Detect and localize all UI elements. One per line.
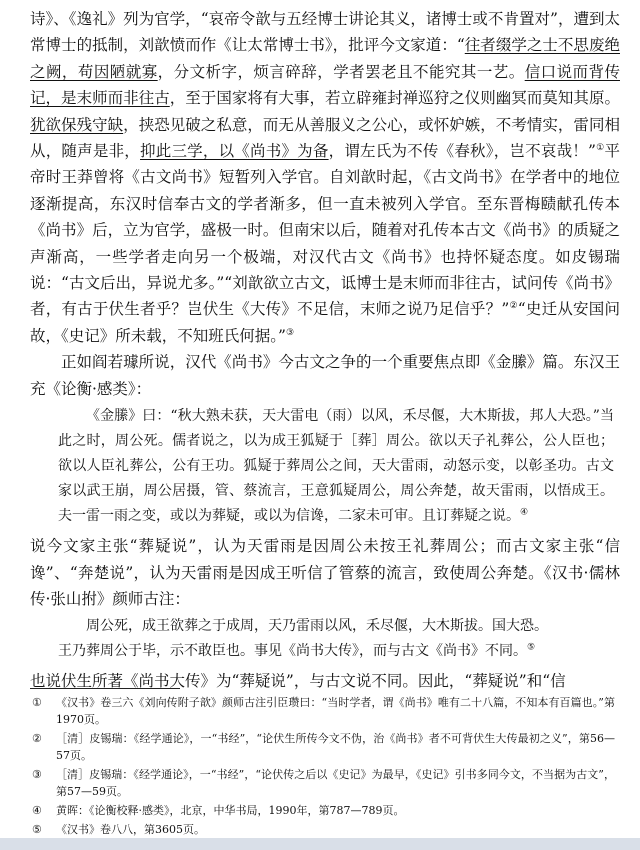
bottom-strip (0, 838, 640, 850)
document-body (30, 6, 620, 695)
footnote-ref-4[interactable]: ④ (520, 507, 529, 518)
footnote-ref-3[interactable]: ③ (285, 327, 295, 338)
footnote-2: ② ［清］皮锡瑞：《经学通论》，一“书经”，“论伏生所传今文不伪，治《尚书》者不可背伏生大传最初之义”，第56—57页。 (32, 732, 615, 762)
footnote-ref-1[interactable]: ① (595, 142, 605, 153)
footnote-4: ④ 黄晖：《论衡校释·感类》，北京，中华书局，1990年，第787—789页。 (32, 804, 405, 817)
underlined-quote-3: 犹欲保残守缺 (30, 115, 124, 134)
underlined-quote-4: 抑此三学，以《尚书》为备 (140, 142, 329, 161)
block-quote-yan-shigu: 周公死，成王欲葬之于成周，天乃雷雨以风，禾尽偃，大木斯拔。国大恐。 (86, 618, 548, 635)
paragraph-2: 正如阎若璩所说，汉代《尚书》今古文之争的一个重要焦点即《金縢》篇。东汉王充《论衡·感类》： (30, 353, 620, 398)
underlined-quote-2: 信口说而背传记，是末师而非往古 (30, 62, 620, 108)
paragraph-1: 诗》、《逸礼》列为官学，“哀帝令歆与五经博士讲论其义，诸博士或不肯置对”，遭到太常博士的抵制，刘歆愤而作《让太常博士书》，批评今文家道：“往者缀学之士不思废绝之阙，苟因陋就寡，分文析字，烦言碎辞，学者罢老且不能究其一艺。信口说而背传记，是末师而非往古，至于国家将有大事，若立辟雍封禅巡狩之仪则幽冥而莫知其原。犹欲保残守缺，挟恐见破之私意，而无从善服义之公心，或怀妒嫉，不考情实，雷同相从，随声是非，抑此三学，以《尚书》为备，谓左氏为不传《春秋》，岂不哀哉！”①平帝时王莽曾将《古文尚书》短暂列入学官。自刘歆时起，《古文尚书》在学者中的地位逐渐提高，东汉时信奉古文的学者渐多，但一直未被列入学官。至东晋梅赜献孔传本《尚书》后，立为官学，盛极一时。但南宋以后，随着对孔传本古文《尚书》的质疑之声渐高，一些学者走向另一个极端，对汉代古文《尚书》也持怀疑态度。如皮锡瑞说：“古文后出，异说尤多。”“刘歆欲立古文，诋博士是末师而非往古，试问传《尚书》者，有古于伏生者乎？岂伏生《大传》不足信，末师之说乃足信乎？”②“史迁从安国问故，《史记》所未载，不知班氏何据。”③ (30, 10, 620, 345)
footnote-separator (30, 688, 180, 689)
footnote-3: ③ ［清］皮锡瑞：《经学通论》，一“书经”，“论伏传之后以《史记》为最早，《史记》引书多同今文，不当据为古文”，第57—59页。 (32, 768, 615, 798)
footnote-ref-2[interactable]: ② (509, 301, 518, 312)
paragraph-3: 说今文家主张“葬疑说”，认为天雷雨是因周公未按王礼葬周公；而古文家主张“信谗”、“奔楚说”，认为天雷雨是因成王听信了管蔡的流言，致使周公奔楚。《汉书·儒林传·张山拊》颜师古注： (30, 537, 620, 608)
block-quote-yan-shigu-line-2: 王乃葬周公于毕，示不敢臣也。事见《尚书大传》，而与古文《尚书》不同。⑤ (58, 642, 536, 660)
footnotes (30, 694, 615, 840)
footnote-5: ⑤ 《汉书》卷八八，第3605页。 (32, 823, 205, 836)
block-quote-lunheng: 《金縢》曰：“秋大熟未获，天大雷电（雨）以风，禾尽偃，大木斯拔，邦人大恐。”当此之时，周公死。儒者说之，以为成王狐疑于［葬］周公。欲以天子礼葬公，公人臣也；欲以人臣礼葬公，公有王功。狐疑于葬周公之间，天大雷雨，动怒示变，以彰圣功。古文家以武王崩，周公居摄，管、蔡流言，王意狐疑周公，周公奔楚，故天雷雨，以悟成王。夫一雷一雨之变，或以为葬疑，或以为信谗，二家未可审。且订葬疑之说。④ (58, 408, 614, 525)
footnote-ref-5[interactable]: ⑤ (527, 642, 536, 653)
underlined-quote-1: 往者缀学之士不思废绝之阙，苟因陋就寡 (30, 36, 620, 81)
paragraph-4: 也说伏生所著《尚书大传》为“葬疑说”，与古文说不同。因此，“葬疑说”和“信 (30, 672, 566, 691)
footnote-1: ① 《汉书》卷三六《刘向传附子歆》颜师古注引臣瓒曰：“当时学者，谓《尚书》唯有二十八篇，不知本有百篇也。”第1970页。 (32, 696, 615, 726)
